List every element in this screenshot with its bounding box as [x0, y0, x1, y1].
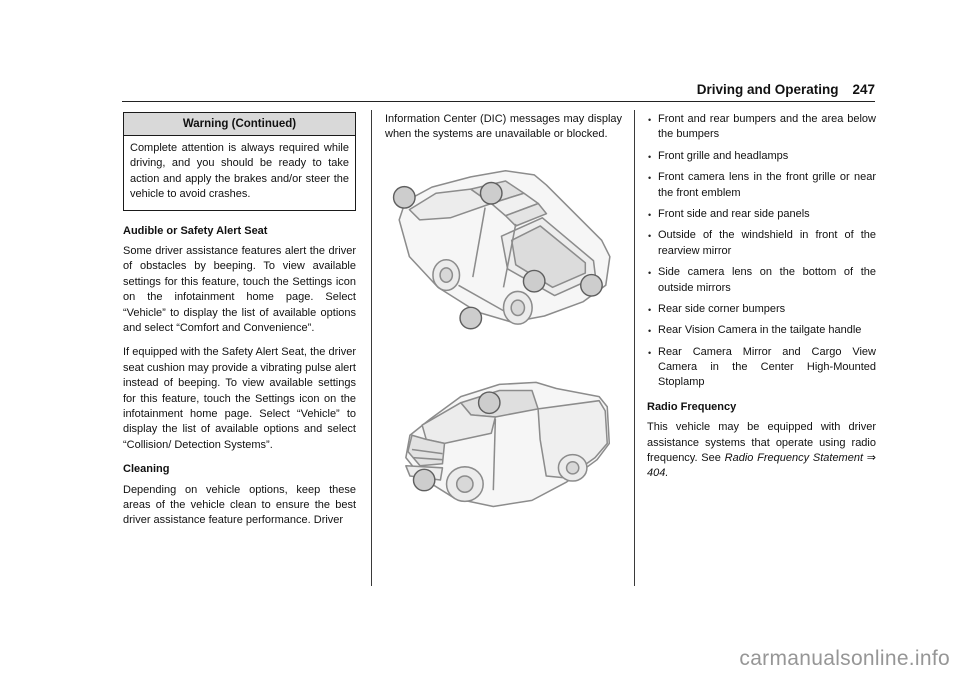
callout-windshield-top-marker [479, 392, 500, 413]
paragraph-dic-messages: Information Center (DIC) messages may display when the systems are unavailable or blocked. [385, 113, 622, 141]
section-heading-cleaning: Cleaning [123, 463, 170, 476]
watermark: carmanualsonline.info [739, 647, 950, 670]
warning-box-body: Complete attention is always required while driving, and you should be ready to take action and apply the brakes and/or steer the vehicle to avoid crashes. [130, 142, 349, 201]
list-item: • Rear Vision Camera in the tailgate handle [647, 323, 876, 338]
list-item: • Rear Camera Mirror and Cargo View Camera in the Center High-Mounted Stoplamp [647, 345, 876, 391]
column-divider-right [634, 110, 635, 586]
truck-front-quarter-illustration [391, 360, 616, 538]
column-divider-left [371, 110, 372, 586]
paragraph-cleaning: Depending on vehicle options, keep these areas of the vehicle clean to ensure the best driver assistance feature performance. Driver [123, 483, 356, 527]
list-item: • Outside of the windshield in front of the rearview mirror [647, 228, 876, 259]
paragraph-radio-frequency [647, 420, 876, 482]
list-item: • Front camera lens in the front grille or near the front emblem [647, 170, 876, 201]
page-number: 247 [852, 82, 875, 97]
callout-tailgate-handle-marker [523, 270, 544, 291]
paragraph-audible-2: If equipped with the Safety Alert Seat, the driver seat cushion may provide a vibrating pulse alert instead of beeping. To view available settings for this feature, touch the Settings icon on the infotainment home page. Select “Vehicle” to display the list of available options and select “Collision/ Detection Systems”. [123, 346, 356, 451]
list-item: • Rear side corner bumpers [647, 302, 876, 317]
callout-rear-corner-marker [581, 274, 602, 295]
truck-rear-quarter-illustration [391, 152, 616, 347]
section-heading-radio-frequency: Radio Frequency [647, 400, 737, 413]
running-header-title: Driving and Operating [696, 82, 839, 97]
warning-box-title: Warning (Continued) [124, 113, 355, 136]
callout-front-side-mirror-marker [394, 186, 415, 207]
paragraph-audible-1: Some driver assistance features alert the driver of obstacles by beeping. To view available settings for this feature, touch the Settings icon on the infotainment home page. Select “Vehicle” to display the list of available options and select “Comfort and Convenience”. [123, 245, 356, 334]
list-item: • Front grille and headlamps [647, 149, 876, 164]
page-header [697, 82, 875, 97]
list-item: • Side camera lens on the bottom of the outside mirrors [647, 265, 876, 296]
callout-windshield-top-marker [480, 182, 501, 203]
camera-locations-list [647, 112, 876, 391]
left-column [123, 112, 356, 538]
cross-reference-radio-frequency-statement: Radio Frequency Statement [724, 452, 864, 465]
callout-grille-emblem-marker [413, 469, 434, 490]
warning-box [123, 112, 356, 211]
list-item: • Front side and rear side panels [647, 207, 876, 222]
right-column [647, 112, 876, 491]
list-item: • Front and rear bumpers and the area below the bumpers [647, 112, 876, 143]
callout-rocker-panel-marker [460, 307, 481, 328]
section-heading-audible-alert: Audible or Safety Alert Seat [123, 224, 268, 237]
cross-reference-page-number: ⇒ 404. [647, 452, 876, 480]
middle-column [385, 112, 622, 551]
header-rule [122, 101, 875, 102]
radio-frequency-text: This vehicle may be equipped with driver assistance systems that operate using radio frequency. See [647, 421, 876, 465]
